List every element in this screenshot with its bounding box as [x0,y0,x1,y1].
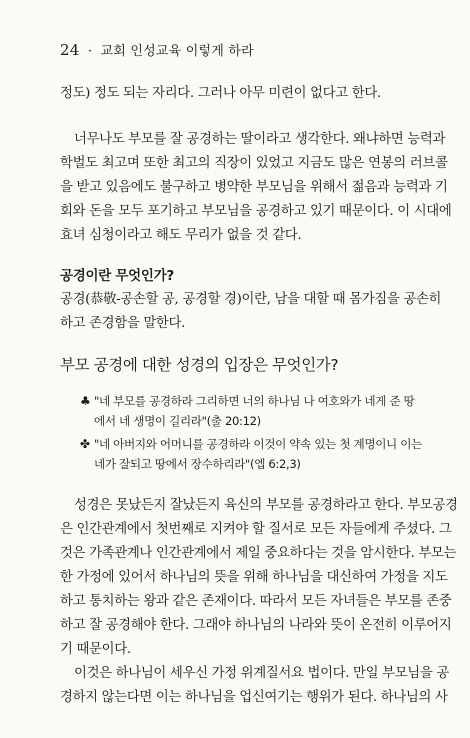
story-paragraph [60,128,452,248]
page-number: 24 [60,41,80,59]
text-line: 학벌도 최고며 또한 최고의 직장이 있었고 지금도 많은 연봉의 러브콜 [60,156,448,171]
text-line: 이것은 하나님이 세우신 가정 위계질서요 법이다. 만일 부모님을 공 [74,666,449,681]
quote-line: 네가 잘되고 땅에서 장수하리라"(엡 6:2,3) [94,457,301,471]
quote-line: "네 부모를 공경하라 그리하면 너의 하나님 나 여호와가 네게 준 땅 [94,394,415,408]
text-line: 은 인간관계에서 첫번째로 지켜야 할 질서로 모든 자들에게 주셨다. 그 [60,522,452,537]
sub-heading-block [60,353,440,377]
section-heading: 공경이란 무엇인가? [60,268,174,284]
club-icon: ♣ [80,394,91,408]
book-title: 교회 인성교육 이렇게 하라 [100,44,254,59]
text-line: 기 때문이다. [60,642,131,657]
page-header [60,40,254,59]
text-line: 하고 통치하는 왕과 같은 존재이다. 따라서 모든 자녀들은 부모를 존중 [60,594,452,609]
text-line: 회와 돈을 모두 포기하고 부모님을 공경하고 있기 때문이다. 이 시대에 [60,204,452,219]
intro-paragraph [60,82,440,106]
text-line: 경하지 않는다면 이는 하나님을 업신여기는 행위가 된다. 하나님의 사 [60,690,448,705]
text-line: 공경(恭敬-공손할 공, 공경할 경)이란, 남을 대할 때 몸가짐을 공손히 [60,292,442,307]
header-separator: · [87,44,93,59]
text-line: 하고 존경함을 말한다. [60,316,185,331]
bible-quote [80,391,440,431]
text-line: 정도) 정도 되는 자리다. 그러나 아무 미련이 없다고 한다. [60,86,381,101]
text-line: 너무나도 부모를 잘 공경하는 딸이라고 생각한다. 왜냐하면 능력과 [74,132,446,147]
quote-line: "네 아버지와 어머니를 공경하라 이것이 약속 있는 첫 계명이니 이는 [94,437,422,451]
text-line: 을 받고 있음에도 불구하고 병약한 부모님을 위해서 젊음과 능력과 기 [60,180,448,195]
text-line: 하고 잘 공경해야 한다. 그래야 하나님의 나라와 뜻이 온전히 이루어지 [60,618,452,633]
text-line: 한 가정에 있어서 하나님의 뜻을 위해 하나님을 대신하여 가정을 지도 [60,570,448,585]
definition-section [60,264,440,336]
flower-icon: ✤ [80,437,90,451]
text-line: 성경은 못났든지 잘났든지 육신의 부모를 공경하라고 한다. 부모공경 [74,498,458,513]
bible-quote [80,434,440,474]
text-line: 것은 가족관계나 인간관계에서 제일 중요하다는 것을 암시한다. 부모는 [60,546,457,561]
text-line: 효녀 심청이라고 해도 무리가 없을 것 같다. [60,228,302,243]
quote-line: 에서 네 생명이 길리라"(출 20:12) [94,414,261,428]
sub-heading: 부모 공경에 대한 성경의 입장은 무엇인가? [60,356,339,374]
body-paragraph [60,494,458,710]
